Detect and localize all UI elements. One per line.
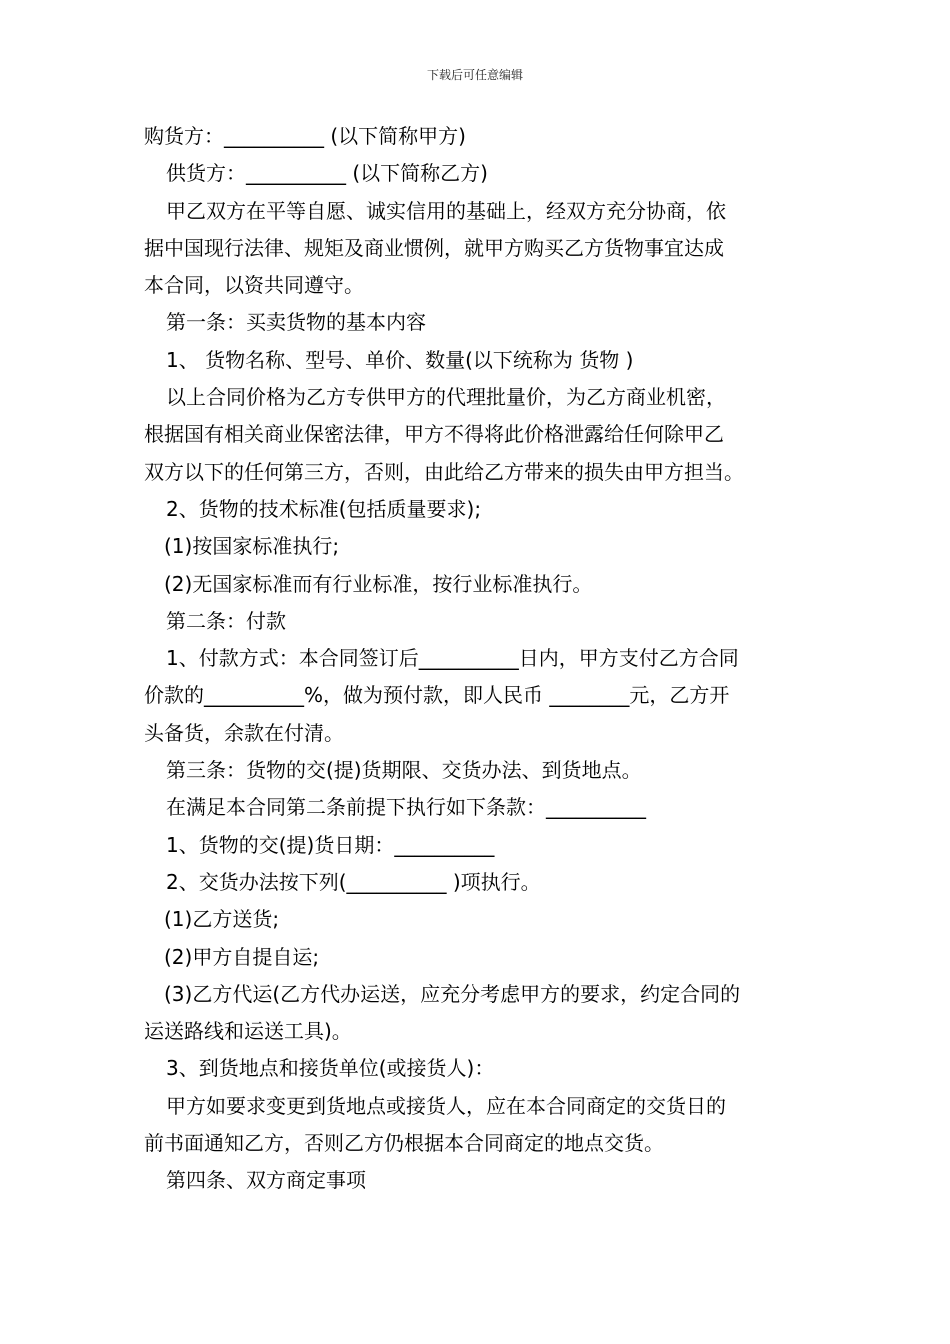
contract-line: 2、货物的技术标准(包括质量要求); <box>166 496 482 521</box>
contract-line: 甲乙双方在平等自愿、诚实信用的基础上，经双方充分协商，依 <box>166 198 726 223</box>
contract-line: (1)乙方送货; <box>164 907 280 932</box>
contract-line: 头备货，余款在付清。 <box>144 720 344 745</box>
contract-line: 本合同，以资共同遵守。 <box>144 273 364 298</box>
contract-line: 根据国有相关商业保密法律，甲方不得将此价格泄露给任何除甲乙 <box>144 422 724 447</box>
contract-line: 据中国现行法律、规矩及商业惯例，就甲方购买乙方货物事宜达成 <box>144 235 724 260</box>
contract-line: (1)按国家标准执行; <box>164 534 340 559</box>
contract-line: (3)乙方代运(乙方代办运送，应充分考虑甲方的要求，约定合同的 <box>164 981 741 1006</box>
contract-line: 双方以下的任何第三方，否则，由此给乙方带来的损失由甲方担当。 <box>144 459 744 484</box>
contract-line: 在满足本合同第二条前提下执行如下条款：__________ <box>166 795 646 820</box>
contract-line: 第二条：付款 <box>166 608 286 633</box>
contract-line: 第四条、双方商定事项 <box>166 1168 366 1193</box>
contract-line: 1、 货物名称、型号、单价、数量(以下统称为 货物 ) <box>166 347 634 372</box>
contract-line: 以上合同价格为乙方专供甲方的代理批量价，为乙方商业机密， <box>166 385 726 410</box>
contract-line: 购货方：__________ (以下简称甲方) <box>144 124 466 148</box>
contract-line: (2)无国家标准而有行业标准，按行业标准执行。 <box>164 571 593 596</box>
contract-line: 运送路线和运送工具)。 <box>144 1019 352 1044</box>
contract-line: 供货方：__________ (以下简称乙方) <box>166 161 488 186</box>
contract-line: (2)甲方自提自运; <box>164 944 320 969</box>
contract-line: 甲方如要求变更到货地点或接货人，应在本合同商定的交货日的 <box>166 1093 726 1118</box>
contract-body <box>144 118 808 1200</box>
header-note: 下载后可任意编辑 <box>426 68 523 82</box>
contract-line: 价款的__________%，做为预付款，即人民币 ________元，乙方开 <box>144 683 730 708</box>
contract-line: 1、付款方式：本合同签订后__________日内，甲方支付乙方合同 <box>166 646 739 671</box>
contract-line: 3、到货地点和接货单位(或接货人)： <box>166 1056 495 1081</box>
contract-line: 第一条：买卖货物的基本内容 <box>166 310 426 335</box>
contract-line: 第三条：货物的交(提)货期限、交货办法、到货地点。 <box>166 758 642 783</box>
contract-line: 1、货物的交(提)货日期：__________ <box>166 832 495 857</box>
contract-line: 2、交货办法按下列(__________ )项执行。 <box>166 869 541 894</box>
contract-line: 前书面通知乙方，否则乙方仍根据本合同商定的地点交货。 <box>144 1131 664 1156</box>
